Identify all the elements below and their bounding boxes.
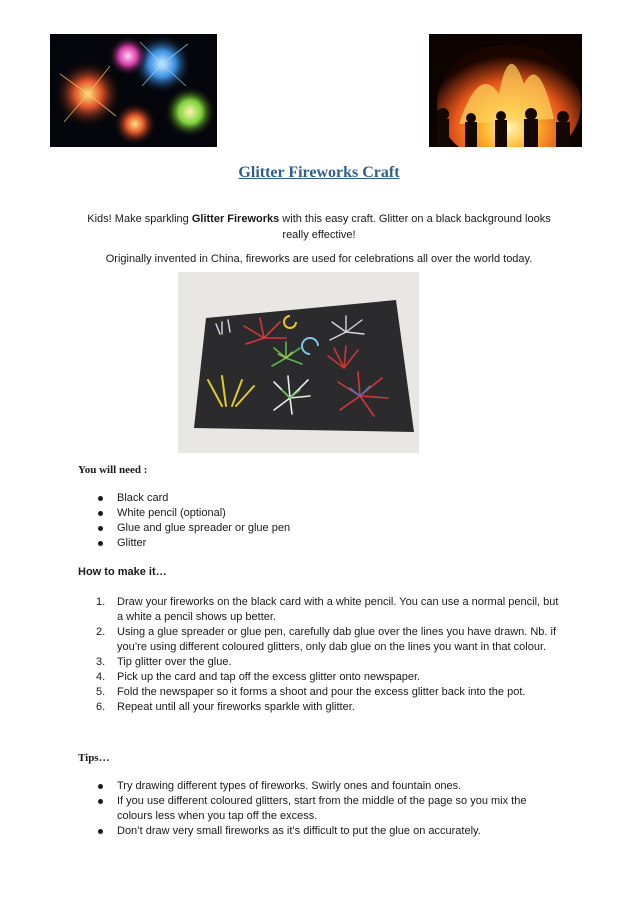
step-number: 6. [96, 701, 106, 713]
step-text: Fold the newspaper so it forms a shoot and pour the excess glitter back into the pot. [117, 686, 526, 698]
tips-list [96, 779, 562, 839]
list-item: Black card [96, 491, 290, 506]
step-number: 1. [96, 596, 106, 608]
list-item [96, 625, 562, 655]
step-number: 2. [96, 626, 106, 638]
bonfire-photo [429, 34, 582, 147]
list-item [96, 670, 562, 685]
list-item [96, 595, 562, 625]
step-text: Pick up the card and tap off the excess glitter onto newspaper. [117, 671, 421, 683]
materials-list [96, 491, 290, 551]
you-will-need-heading: You will need : [78, 464, 148, 476]
list-item: White pencil (optional) [96, 506, 290, 521]
list-item: Don’t draw very small fireworks as it’s difficult to put the glue on accurately. [96, 824, 562, 839]
list-item: Try drawing different types of fireworks. Swirly ones and fountain ones. [96, 779, 562, 794]
list-item [96, 700, 562, 715]
list-item [96, 655, 562, 670]
intro-bold-text: Glitter Fireworks [191, 213, 280, 225]
step-number: 5. [96, 686, 106, 698]
step-number: 4. [96, 671, 106, 683]
steps-list [96, 595, 562, 715]
intro-text-end: with this easy craft. Glitter on a black background looks really effective! [279, 213, 551, 241]
list-item: Glue and glue spreader or glue pen [96, 521, 290, 536]
list-item [96, 685, 562, 700]
fireworks-photo [50, 34, 217, 147]
step-text: Repeat until all your fireworks sparkle with glitter. [117, 701, 355, 713]
step-text: Draw your fireworks on the black card with a white pencil. You can use a normal pencil, but a white a pencil shows up better. [117, 596, 559, 623]
list-item: If you use different coloured glitters, start from the middle of the page so you mix the colours less when you tap off the excess. [96, 794, 562, 824]
history-paragraph: Originally invented in China, fireworks are used for celebrations all over the world today. [105, 253, 533, 265]
intro-text-start: Kids! Make sparkling [87, 213, 192, 225]
tips-heading: Tips… [78, 752, 110, 764]
step-text: Using a glue spreader or glue pen, carefully dab glue over the lines you have drawn. Nb. if you’re using different coloured glitters, only dab glue on the lines you want in that colour. [117, 626, 557, 653]
list-item: Glitter [96, 536, 290, 551]
intro-paragraph [82, 211, 556, 243]
how-to-heading: How to make it… [78, 566, 167, 578]
step-text: Tip glitter over the glue. [117, 656, 232, 668]
document-title: Glitter Fireworks Craft [238, 164, 400, 181]
step-number: 3. [96, 656, 106, 668]
craft-example-photo [178, 272, 419, 453]
